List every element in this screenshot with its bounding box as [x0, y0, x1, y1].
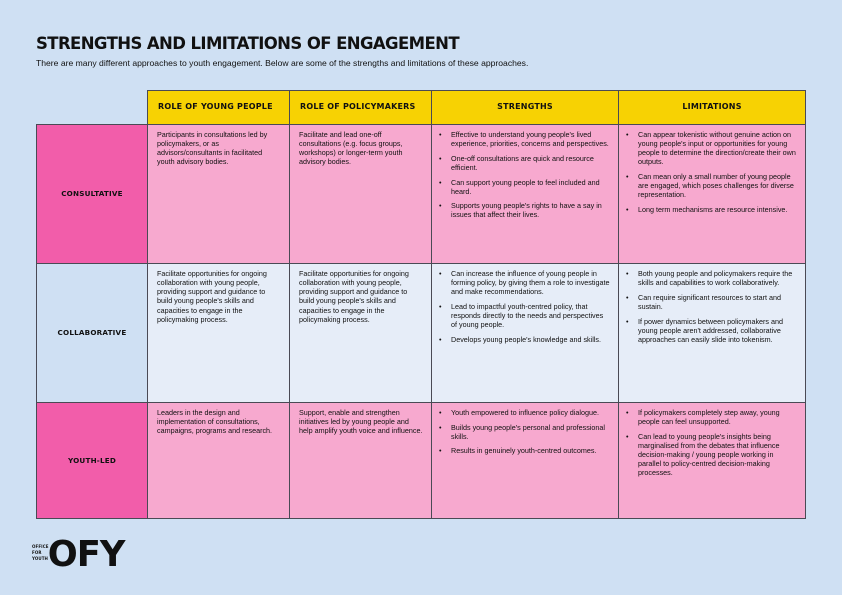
limitations-list: [620, 126, 804, 222]
header-limitations: LIMITATIONS: [619, 91, 806, 125]
table-row-consultative: [37, 125, 806, 264]
list-item: • Both young people and policymakers require the skills and capabilities to work collaboratively.: [638, 269, 798, 287]
cell-text: Facilitate and lead one-off consultations (e.g. focus groups, workshops) or longer-term youth advisory bodies.: [299, 130, 403, 167]
table-row-youth-led: [37, 403, 806, 519]
cell-consultative-limitations: [619, 125, 806, 264]
row-label-consultative: CONSULTATIVE: [37, 125, 148, 264]
limitations-list: [620, 404, 804, 485]
logo-line: OFFICE: [32, 544, 49, 549]
list-item: • Can increase the influence of young people in forming policy, by giving them a role to investigate and make recommendations.: [451, 269, 611, 296]
cell-youth-led-limitations: [619, 403, 806, 519]
header-corner: [37, 91, 148, 125]
logo-mark: OFY: [47, 534, 125, 575]
list-item: • Can require significant resources to start and sustain.: [638, 293, 798, 311]
cell-text: Participants in consultations led by policymakers, or as advisors/consultants in facilitated youth advisory bodies.: [157, 130, 268, 167]
cell-text: Leaders in the design and implementation of consultations, campaigns, programs and research.: [157, 408, 273, 436]
list-item: • Long term mechanisms are resource intensive.: [638, 205, 798, 214]
list-item: • Lead to impactful youth-centred policy, that responds directly to the needs and perspectives of young people.: [451, 302, 611, 329]
list-item: • Develops young people's knowledge and skills.: [451, 335, 611, 344]
strengths-list: [433, 404, 617, 463]
list-item: • Can mean only a small number of young people are engaged, which poses challenges for diverse representation.: [638, 172, 798, 199]
cell-text: Facilitate opportunities for ongoing collaboration with young people, providing support and guidance to build young people's skills and capacities to engage in the policymaking process.: [157, 269, 267, 324]
list-item: • Youth empowered to influence policy dialogue.: [451, 408, 611, 417]
page-subtitle: There are many different approaches to youth engagement. Below are some of the strengths and limitations of these approaches.: [36, 58, 529, 68]
cell-consultative-young: [148, 125, 290, 264]
cell-youth-led-policy: [290, 403, 432, 519]
logo-line: FOR: [32, 550, 42, 555]
list-item: • Supports young people's rights to have a say in issues that affect their lives.: [451, 201, 611, 219]
cell-youth-led-strengths: [432, 403, 619, 519]
page-title: STRENGTHS AND LIMITATIONS OF ENGAGEMENT: [36, 34, 460, 53]
list-item: • Can appear tokenistic without genuine action on young people's input or opportunities for young people to determine the direction/create their own outputs.: [638, 130, 798, 167]
cell-collaborative-young: [148, 264, 290, 403]
table-header-row: [37, 91, 806, 125]
row-label-youth-led: YOUTH-LED: [37, 403, 148, 519]
table-row-collaborative: [37, 264, 806, 403]
cell-consultative-strengths: [432, 125, 619, 264]
cell-collaborative-strengths: [432, 264, 619, 403]
header-role-young-people: ROLE OF YOUNG PEOPLE: [148, 91, 290, 125]
cell-consultative-policy: [290, 125, 432, 264]
list-item: • Builds young people's personal and professional skills.: [451, 423, 611, 441]
list-item: • If power dynamics between policymakers and young people aren't addressed, collaborative approaches can easily slide into tokenism.: [638, 317, 798, 344]
list-item: • Results in genuinely youth-centred outcomes.: [451, 446, 611, 455]
office-for-youth-logo: [32, 534, 125, 575]
cell-collaborative-policy: [290, 264, 432, 403]
cell-collaborative-limitations: [619, 264, 806, 403]
cell-youth-led-young: [148, 403, 290, 519]
list-item: • Can lead to young people's insights being marginalised from the debates that influence decision-making / young people working in parallel to policy-centred decision-making processes.: [638, 432, 798, 478]
strengths-list: [433, 126, 617, 227]
row-label-collaborative: COLLABORATIVE: [37, 264, 148, 403]
strengths-list: [433, 265, 617, 351]
list-item: • One-off consultations are quick and resource efficient.: [451, 154, 611, 172]
header-strengths: STRENGTHS: [432, 91, 619, 125]
cell-text: Facilitate opportunities for ongoing collaboration with young people, providing support and guidance to build young people's skills and capacities to engage in the policymaking process.: [299, 269, 409, 324]
list-item: • Effective to understand young people's lived experience, priorities, concerns and perspectives.: [451, 130, 611, 148]
cell-text: Support, enable and strengthen initiatives led by young people and help amplify youth voice and influence.: [299, 408, 423, 436]
header-role-policymakers: ROLE OF POLICYMAKERS: [290, 91, 432, 125]
engagement-table: [36, 90, 806, 519]
logo-wordmark: [32, 544, 49, 562]
limitations-list: [620, 265, 804, 351]
logo-line: YOUTH: [32, 556, 48, 561]
list-item: • Can support young people to feel included and heard.: [451, 178, 611, 196]
list-item: • If policymakers completely step away, young people can feel unsupported.: [638, 408, 798, 426]
